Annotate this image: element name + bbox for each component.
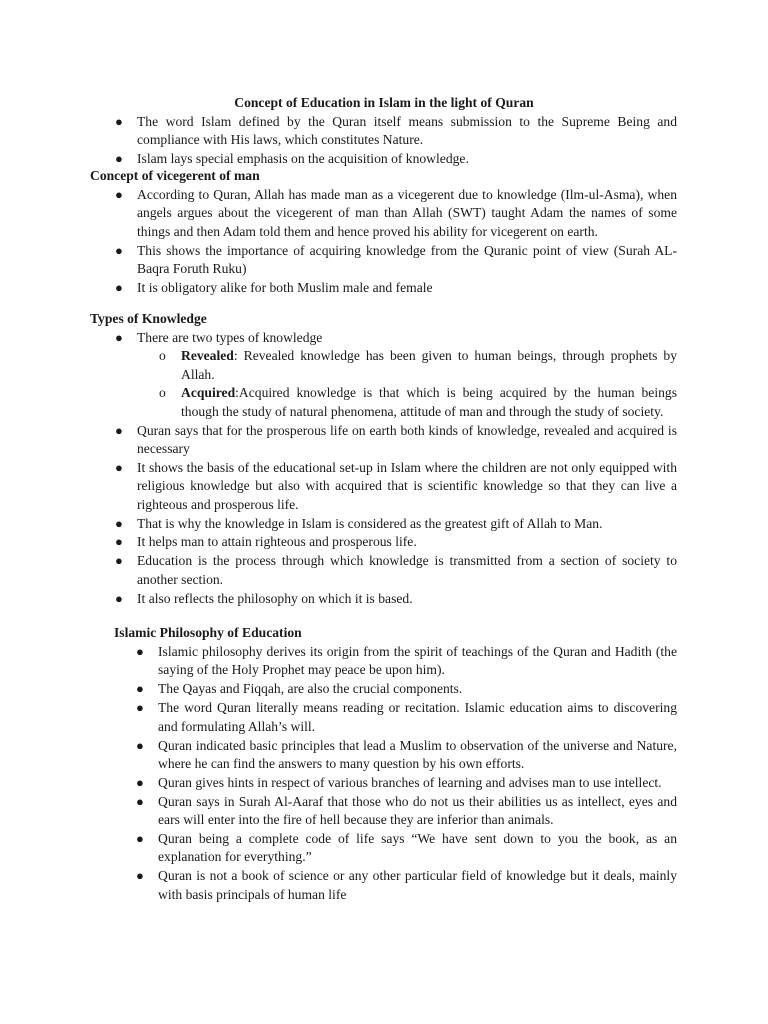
list-item [115, 590, 677, 608]
list-item [136, 867, 677, 904]
list-item-text: Islam lays special emphasis on the acquisition of knowledge. [137, 151, 469, 167]
circle-bullet-icon: o [159, 348, 166, 364]
list-item [115, 515, 677, 533]
bullet-icon: ● [115, 151, 123, 167]
bullet-icon: ● [136, 737, 144, 753]
sub-list-item [159, 384, 677, 421]
list-item-text: Quran indicated basic principles that lead a Muslim to observation of the universe and Nature, where he can find the answers to many question by his own efforts. [158, 737, 677, 771]
list-item-text: Islamic philosophy derives its origin from the spirit of teachings of the Quran and Hadith (the saying of the Holy Prophet may peace be upon him). [158, 644, 677, 678]
list-item [115, 329, 677, 421]
philosophy-bullet-list [136, 643, 677, 905]
list-item-text: Quran being a complete code of life says “We have sent down to you the book, as an explanation for everything.” [158, 831, 677, 865]
list-item-text: Quran says in Surah Al-Aaraf that those who do not us their abilities us as intellect, eyes and ears will enter into the fire of hell because they are inferior than animals. [158, 793, 677, 828]
list-item [115, 279, 677, 297]
list-item-text: According to Quran, Allah has made man as a vicegerent due to knowledge (Ilm-ul-Asma), when angels argues about the vicegerent of man than Allah (SWT) taught Adam the names of some things and then Adam told them and hence proved his ability for vicegerent on earth. [137, 187, 677, 239]
bullet-icon: ● [115, 534, 123, 550]
knowledge-type-term: Revealed [181, 348, 234, 364]
document-title: Concept of Education in Islam in the light of Quran [234, 95, 534, 110]
list-item [136, 680, 677, 698]
section-heading-types: Types of Knowledge [90, 311, 207, 326]
list-item-text: That is why the knowledge in Islam is considered as the greatest gift of Allah to Man. [137, 515, 603, 531]
list-item-text: Education is the process through which knowledge is transmitted from a section of society to another section. [137, 553, 677, 587]
list-item [136, 830, 677, 867]
bullet-icon: ● [115, 330, 123, 345]
list-item [136, 793, 677, 830]
bullet-icon: ● [136, 868, 144, 884]
knowledge-types-list [159, 347, 677, 421]
bullet-icon: ● [115, 114, 123, 129]
list-item [115, 113, 677, 150]
list-item-text: It is obligatory alike for both Muslim male and female [137, 280, 433, 296]
knowledge-type-text: :Acquired knowledge is that which is being acquired by the human beings though the study of natural phenomena, attitude of man and through the study of society. [181, 385, 677, 419]
list-item-text: It helps man to attain righteous and prosperous life. [137, 534, 417, 550]
list-item [115, 242, 677, 279]
list-item [136, 774, 677, 792]
section-heading-philosophy: Islamic Philosophy of Education [114, 625, 302, 640]
list-item [136, 737, 677, 774]
bullet-icon: ● [136, 831, 144, 847]
list-item [136, 699, 677, 736]
bullet-icon: ● [115, 459, 123, 475]
bullet-icon: ● [115, 422, 123, 438]
bullet-icon: ● [136, 681, 144, 697]
list-item-text: It shows the basis of the educational set-up in Islam where the children are not only equipped with religious knowledge but also with acquired that is scientific knowledge so that they can live a righteous and prosperous life. [137, 459, 677, 512]
intro-bullet-list [115, 113, 677, 169]
list-item [136, 643, 677, 680]
list-item [115, 459, 677, 514]
types-bullet-list [115, 329, 677, 609]
circle-bullet-icon: o [159, 385, 166, 401]
list-item-text: The word Quran literally means reading or recitation. Islamic education aims to discovering and formulating Allah’s will. [158, 700, 677, 734]
bullet-icon: ● [115, 242, 123, 258]
bullet-icon: ● [136, 700, 144, 716]
list-item-text: The Qayas and Fiqqah, are also the crucial components. [158, 681, 463, 697]
knowledge-type-term: Acquired [181, 385, 236, 401]
list-item [115, 552, 677, 589]
list-item-text: Quran is not a book of science or any other particular field of knowledge but it deals, mainly with basis principals of human life [158, 868, 677, 902]
list-item-text: Quran says that for the prosperous life on earth both kinds of knowledge, revealed and acquired is necessary [137, 422, 677, 456]
bullet-icon: ● [115, 515, 123, 531]
bullet-icon: ● [136, 793, 144, 809]
vicegerent-bullet-list [115, 186, 677, 298]
list-item [115, 186, 677, 241]
bullet-icon: ● [115, 280, 123, 296]
list-item-text: This shows the importance of acquiring knowledge from the Quranic point of view (Surah AL-Baqra Foruth Ruku) [137, 242, 677, 277]
list-item [115, 533, 677, 551]
section-heading-vicegerent: Concept of vicegerent of man [90, 168, 260, 183]
sub-list-item [159, 347, 677, 384]
bullet-icon: ● [115, 590, 123, 606]
bullet-icon: ● [115, 553, 123, 569]
list-item [115, 150, 677, 168]
bullet-icon: ● [136, 644, 144, 659]
list-item-text: Quran gives hints in respect of various branches of learning and advises man to use intellect. [158, 774, 662, 790]
bullet-icon: ● [115, 187, 123, 202]
bullet-icon: ● [136, 774, 144, 790]
list-item-text: There are two types of knowledge [137, 330, 323, 345]
list-item [115, 422, 677, 459]
knowledge-type-text: : Revealed knowledge has been given to human beings, through prophets by Allah. [181, 348, 677, 382]
list-item-text: It also reflects the philosophy on which it is based. [137, 590, 413, 606]
list-item-text: The word Islam defined by the Quran itself means submission to the Supreme Being and compliance with His laws, which constitutes Nature. [137, 114, 677, 148]
